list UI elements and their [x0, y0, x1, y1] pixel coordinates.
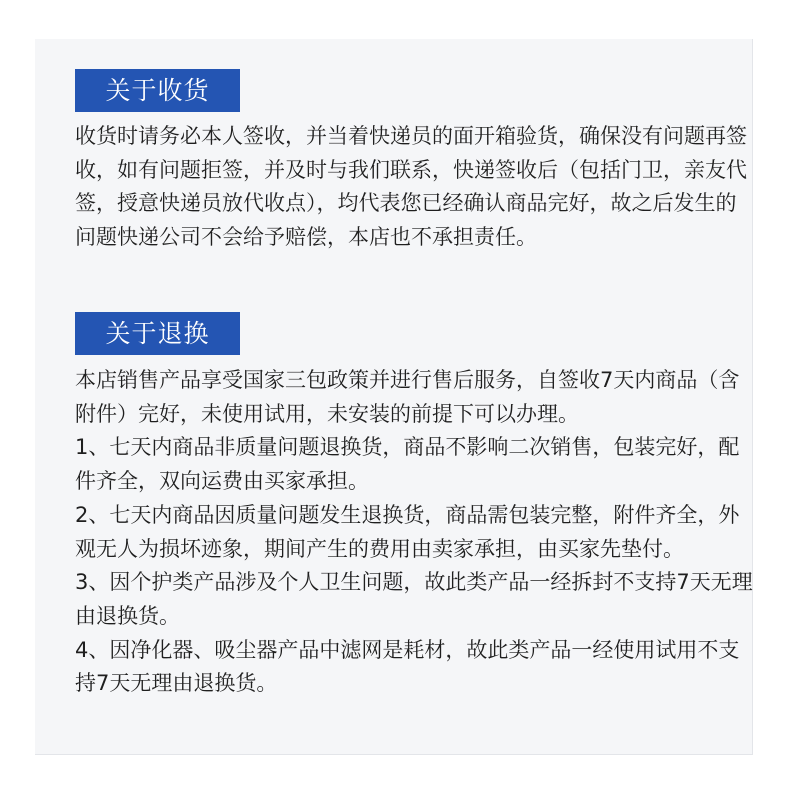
receipt-section — [75, 120, 755, 255]
returns-section — [75, 364, 755, 701]
returns-intro-paragraph: 本店销售产品享受国家三包政策并进行售后服务，自签收7天内商品（含附件）完好，未使用试用，未安装的前提下可以办理。 — [75, 368, 740, 426]
returns-rule-2: 2、七天内商品因质量问题发生退换货，商品需包装完整，附件齐全，外观无人为损坏迹象，期间产生的费用由卖家承担，由买家先垫付。 — [75, 502, 740, 561]
returns-rule-3: 3、因个护类产品涉及个人卫生问题，故此类产品一经拆封不支持7天无理由退换货。 — [75, 570, 753, 628]
returns-heading: 关于退换 — [75, 312, 240, 355]
receipt-paragraph: 收货时请务必本人签收，并当着快递员的面开箱验货，确保没有问题再签收，如有问题拒签，并及时与我们联系，快递签收后（包括门卫，亲友代签，授意快递员放代收点），均代表您已经确认商品完好，故之后发生的问题快递公司不会给予赔偿，本店也不承担责任。 — [75, 124, 747, 250]
returns-rule-4: 4、因净化器、吸尘器产品中滤网是耗材，故此类产品一经使用试用不支持7天无理由退换货。 — [75, 637, 740, 696]
policy-panel — [35, 39, 753, 755]
receipt-heading: 关于收货 — [75, 69, 240, 112]
returns-rule-1: 1、七天内商品非质量问题退换货，商品不影响二次销售，包装完好，配件齐全，双向运费由买家承担。 — [75, 435, 740, 494]
